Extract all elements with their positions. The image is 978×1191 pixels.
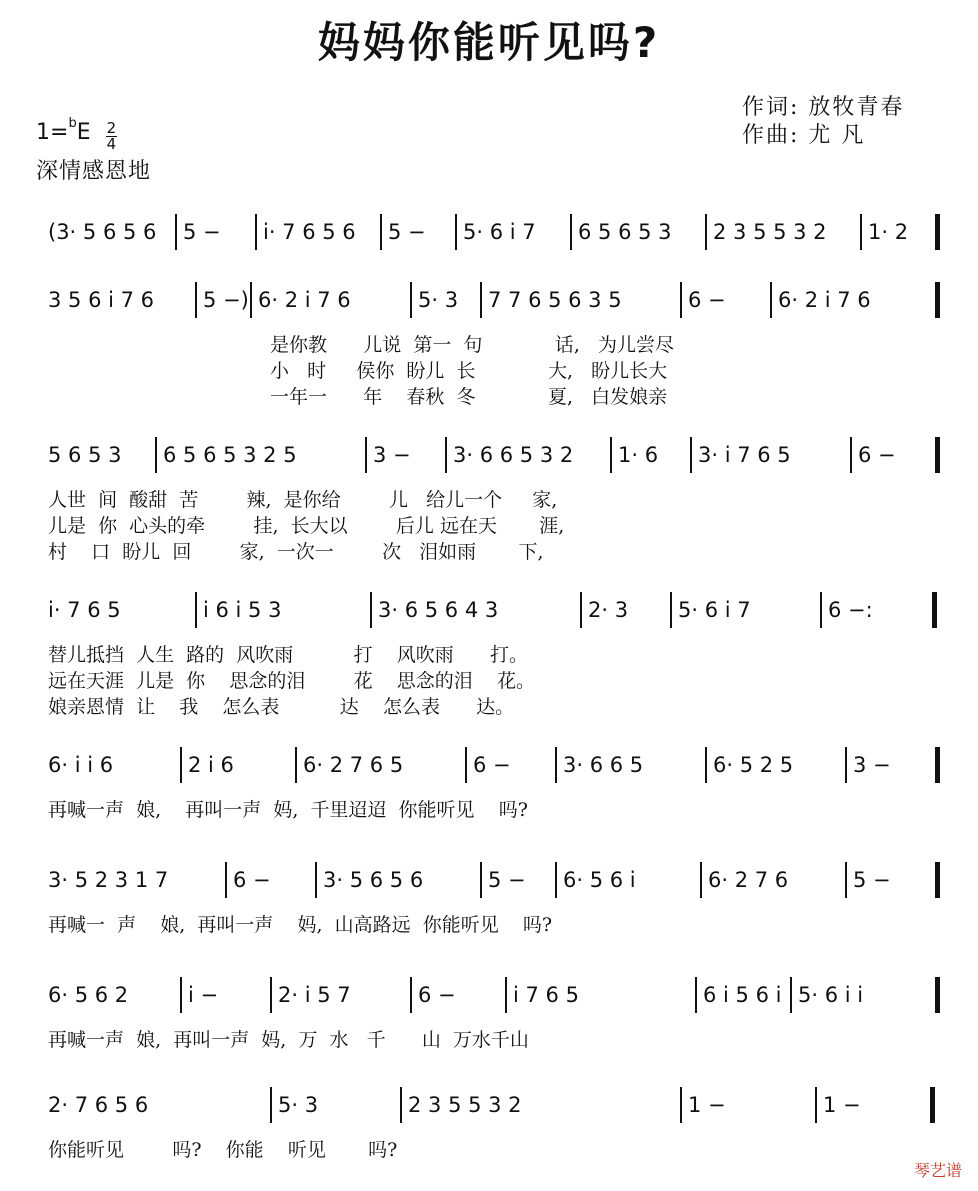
measure: 5· 6 i 7 (463, 220, 536, 244)
measure: 6 5 6 5 3 (578, 220, 672, 244)
barline (570, 214, 572, 250)
barline (680, 282, 682, 318)
measure: 3· 6 5 6 4 3 (378, 598, 499, 622)
measure: 6· 2 7 6 (708, 868, 789, 892)
lyric-text: 替儿抵挡 人生 路的 风吹雨 打 风吹雨 打。 (48, 644, 529, 666)
measure: 1· 2 (868, 220, 909, 244)
lyric-line (0, 668, 978, 694)
barline (700, 862, 702, 898)
barline (365, 437, 367, 473)
lyric-text: 人世 间 酸甜 苦 辣, 是你给 儿 给儿一个 家, (48, 489, 558, 511)
barline (935, 214, 940, 250)
barline (705, 747, 707, 783)
barline (455, 214, 457, 250)
measure: 6 i 5 6 i (703, 983, 782, 1007)
measure: 3 − (373, 443, 411, 467)
measure: 6 −: (828, 598, 873, 622)
barline (580, 592, 582, 628)
measure: 5· 3 (418, 288, 459, 312)
notation-row (0, 860, 978, 900)
barline (270, 1087, 272, 1123)
measure: 5· 6 i 7 (678, 598, 751, 622)
barline (845, 862, 847, 898)
lyric-line (0, 487, 978, 513)
barline (850, 437, 852, 473)
barline (195, 592, 197, 628)
measure: i· 7 6 5 6 (263, 220, 356, 244)
measure: 3 5 6 i 7 6 (48, 288, 155, 312)
barline (370, 592, 372, 628)
lyric-text: 一年一 年 春秋 冬 夏, 白发娘亲 (270, 386, 668, 408)
barline (790, 977, 792, 1013)
measure: i· 7 6 5 (48, 598, 121, 622)
barline (930, 1087, 935, 1123)
lyric-line (0, 1027, 978, 1053)
measure: 6 − (473, 753, 511, 777)
lyric-line (0, 912, 978, 938)
lyric-text: 小 时 侯你 盼儿 长 大, 盼儿长大 (270, 360, 668, 382)
lyric-text: 你能听见 吗? 你能 听见 吗? (48, 1139, 398, 1161)
notation-row (0, 212, 978, 252)
measure: 6 − (858, 443, 896, 467)
measure: 3· 6 6 5 (563, 753, 644, 777)
barline (255, 214, 257, 250)
notation-row (0, 590, 978, 630)
barline (680, 1087, 682, 1123)
barline (705, 214, 707, 250)
barline (480, 282, 482, 318)
measure: 5 −) (203, 288, 249, 312)
measure: 6· i i 6 (48, 753, 114, 777)
barline (250, 282, 252, 318)
barline (610, 437, 612, 473)
barline (815, 1087, 817, 1123)
song-title: 妈妈你能听见吗? (317, 18, 661, 67)
barline (175, 214, 177, 250)
measure: (3· 5 6 5 6 (48, 220, 157, 244)
barline (845, 747, 847, 783)
measure: 6· 5 6 i (563, 868, 636, 892)
measure: 6· 2 7 6 5 (303, 753, 404, 777)
notation-row (0, 745, 978, 785)
lyric-text: 远在天涯 儿是 你 思念的泪 花 思念的泪 花。 (48, 670, 535, 692)
measure: 3· i 7 6 5 (698, 443, 791, 467)
barline (670, 592, 672, 628)
measure: 6· 2 i 7 6 (778, 288, 871, 312)
lyric-line (0, 513, 978, 539)
measure: 2 3 5 5 3 2 (408, 1093, 522, 1117)
barline (465, 747, 467, 783)
measure: i 6 i 5 3 (203, 598, 282, 622)
measure: 5 − (488, 868, 526, 892)
barline (155, 437, 157, 473)
measure: 3· 6 6 5 3 2 (453, 443, 574, 467)
measure: 7 7 6 5 6 3 5 (488, 288, 622, 312)
notation-row (0, 1085, 978, 1125)
flat-sign: b (68, 116, 77, 131)
lyric-text: 村 口 盼儿 回 家, 一次一 次 泪如雨 下, (48, 541, 544, 563)
measure: 6· 2 i 7 6 (258, 288, 351, 312)
lyric-line (0, 332, 978, 358)
barline (935, 437, 940, 473)
measure: 5 − (183, 220, 221, 244)
barline (695, 977, 697, 1013)
barline (935, 747, 940, 783)
measure: 2· 7 6 5 6 (48, 1093, 149, 1117)
barline (820, 592, 822, 628)
barline (315, 862, 317, 898)
key-signature (36, 116, 117, 152)
barline (410, 977, 412, 1013)
lyricist-credit: 作词: 放牧青春 (742, 95, 905, 120)
lyric-line (0, 1137, 978, 1163)
measure: i − (188, 983, 219, 1007)
lyric-text: 再喊一声 娘, 再叫一声 妈, 千里迢迢 你能听见 吗? (48, 799, 528, 821)
measure: 1· 6 (618, 443, 659, 467)
lyric-line (0, 384, 978, 410)
barline (480, 862, 482, 898)
key-prefix: 1= (36, 120, 69, 145)
time-unit: 4 (106, 135, 117, 153)
watermark-logo: 琴艺谱 (913, 1161, 962, 1180)
barline (295, 747, 297, 783)
barline (932, 592, 937, 628)
lyric-text: 是你教 儿说 第一 句 话, 为儿尝尽 (270, 334, 675, 356)
composer-credit: 作曲: 尤 凡 (742, 123, 866, 148)
measure: 3 − (853, 753, 891, 777)
barline (555, 862, 557, 898)
barline (225, 862, 227, 898)
time-beats: 2 (106, 119, 117, 137)
barline (180, 747, 182, 783)
lyric-line (0, 358, 978, 384)
measure: 6 − (688, 288, 726, 312)
measure: 6 − (418, 983, 456, 1007)
measure: 1 − (688, 1093, 726, 1117)
lyric-line (0, 642, 978, 668)
measure: 2 3 5 5 3 2 (713, 220, 827, 244)
barline (935, 282, 940, 318)
measure: 6· 5 6 2 (48, 983, 129, 1007)
measure: i 7 6 5 (513, 983, 579, 1007)
measure: 6 5 6 5 3 2 5 (163, 443, 297, 467)
barline (770, 282, 772, 318)
barline (400, 1087, 402, 1123)
barline (195, 282, 197, 318)
measure: 5 6 5 3 (48, 443, 122, 467)
barline (180, 977, 182, 1013)
measure: 6· 5 2 5 (713, 753, 794, 777)
notation-row (0, 435, 978, 475)
barline (935, 977, 940, 1013)
measure: 5 − (388, 220, 426, 244)
measure: 6 − (233, 868, 271, 892)
measure: 2 i 6 (188, 753, 234, 777)
barline (505, 977, 507, 1013)
barline (380, 214, 382, 250)
lyric-text: 再喊一 声 娘, 再叫一声 妈, 山高路远 你能听见 吗? (48, 914, 553, 936)
measure: 2· 3 (588, 598, 629, 622)
barline (860, 214, 862, 250)
measure: 2· i 5 7 (278, 983, 351, 1007)
tempo-marking: 深情感恩地 (36, 159, 152, 184)
barline (690, 437, 692, 473)
measure: 5· 6 i i (798, 983, 864, 1007)
key-note: E (76, 120, 91, 145)
lyric-text: 娘亲恩情 让 我 怎么表 达 怎么表 达。 (48, 696, 515, 718)
barline (445, 437, 447, 473)
barline (410, 282, 412, 318)
measure: 5· 3 (278, 1093, 319, 1117)
measure: 3· 5 6 5 6 (323, 868, 424, 892)
lyric-text: 儿是 你 心头的牵 挂, 长大以 后儿 远在天 涯, (48, 515, 565, 537)
lyric-line (0, 694, 978, 720)
barline (555, 747, 557, 783)
lyric-text: 再喊一声 娘, 再叫一声 妈, 万 水 千 山 万水千山 (48, 1029, 529, 1051)
barline (270, 977, 272, 1013)
time-signature (106, 121, 118, 152)
measure: 5 − (853, 868, 891, 892)
notation-row (0, 280, 978, 320)
measure: 3· 5 2 3 1 7 (48, 868, 169, 892)
lyric-line (0, 539, 978, 565)
notation-row (0, 975, 978, 1015)
measure: 1 − (823, 1093, 861, 1117)
lyric-line (0, 797, 978, 823)
barline (935, 862, 940, 898)
